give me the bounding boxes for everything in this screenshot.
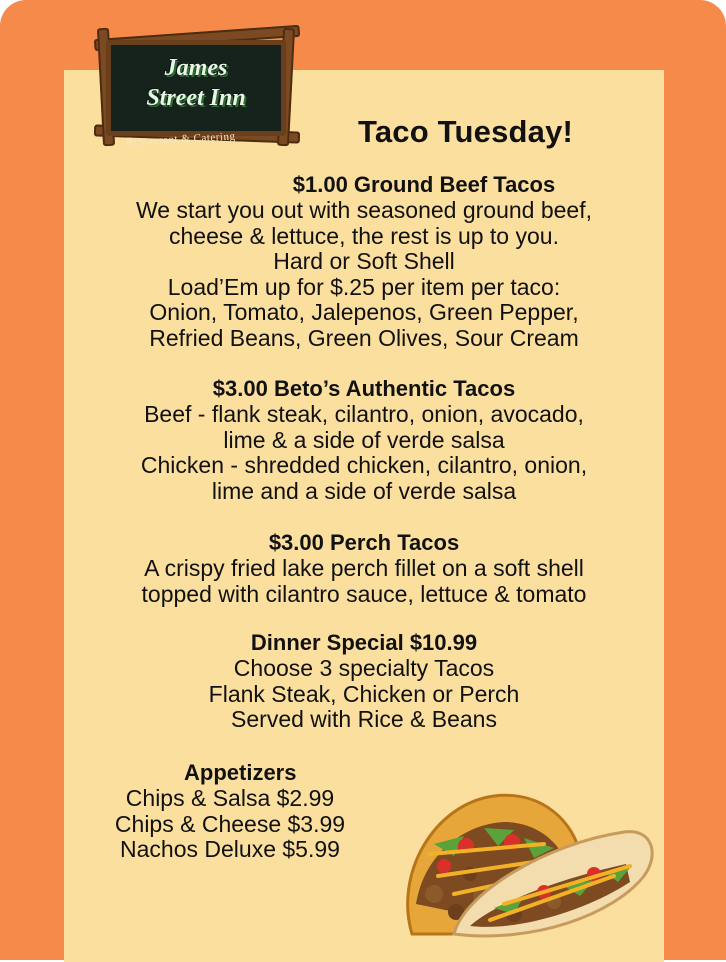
taco-illustration (394, 784, 660, 954)
section-heading: $3.00 Beto’s Authentic Tacos (212, 376, 516, 401)
section-line: lime and a side of verde salsa (211, 477, 517, 504)
section-line: A crispy fried lake perch fillet on a soft shell (144, 555, 584, 581)
section-line: Refried Beans, Green Olives, Sour Cream (149, 324, 579, 351)
section-line: Served with Rice & Beans (231, 706, 497, 732)
section-line: topped with cilantro sauce, lettuce & tomato (141, 580, 587, 607)
page-title: Taco Tuesday! (358, 114, 574, 149)
section-line: Onion, Tomato, Jalepenos, Green Pepper, (149, 299, 579, 325)
section-line: Chicken - shredded chicken, cilantro, onion, (140, 452, 588, 478)
section-heading: Dinner Special $10.99 (250, 630, 478, 655)
appetizer-item: Chips & Salsa $2.99 (125, 785, 335, 811)
menu-section-appetizers (96, 760, 364, 863)
section-line: We start you out with seasoned ground beef, (135, 197, 593, 223)
section-line: Choose 3 specialty Tacos (233, 655, 495, 681)
section-line: Load’Em up for $.25 per item per taco: (167, 273, 561, 300)
section-line: lime & a side of verde salsa (223, 426, 505, 453)
menu-section-ground-beef (64, 172, 664, 351)
section-heading: Appetizers (184, 760, 297, 785)
menu-section-dinner-special (64, 630, 664, 733)
section-line: cheese & lettuce, the rest is up to you. (169, 222, 559, 249)
logo-line-2: Street Inn (146, 85, 246, 111)
section-heading: $3.00 Perch Tacos (268, 530, 460, 555)
appetizer-item: Chips & Cheese $3.99 (114, 810, 346, 837)
menu-section-perch (64, 530, 664, 607)
section-line: Beef - flank steak, cilantro, onion, avocado, (144, 401, 584, 427)
logo-tagline: Restaurant & Catering (125, 130, 236, 149)
section-line: Hard or Soft Shell (273, 248, 455, 274)
appetizer-item: Nachos Deluxe $5.99 (120, 836, 340, 862)
logo-line-1: James (164, 55, 228, 81)
menu-section-betos (64, 376, 664, 504)
section-line: Flank Steak, Chicken or Perch (208, 680, 520, 707)
section-heading: $1.00 Ground Beef Tacos (292, 172, 556, 197)
